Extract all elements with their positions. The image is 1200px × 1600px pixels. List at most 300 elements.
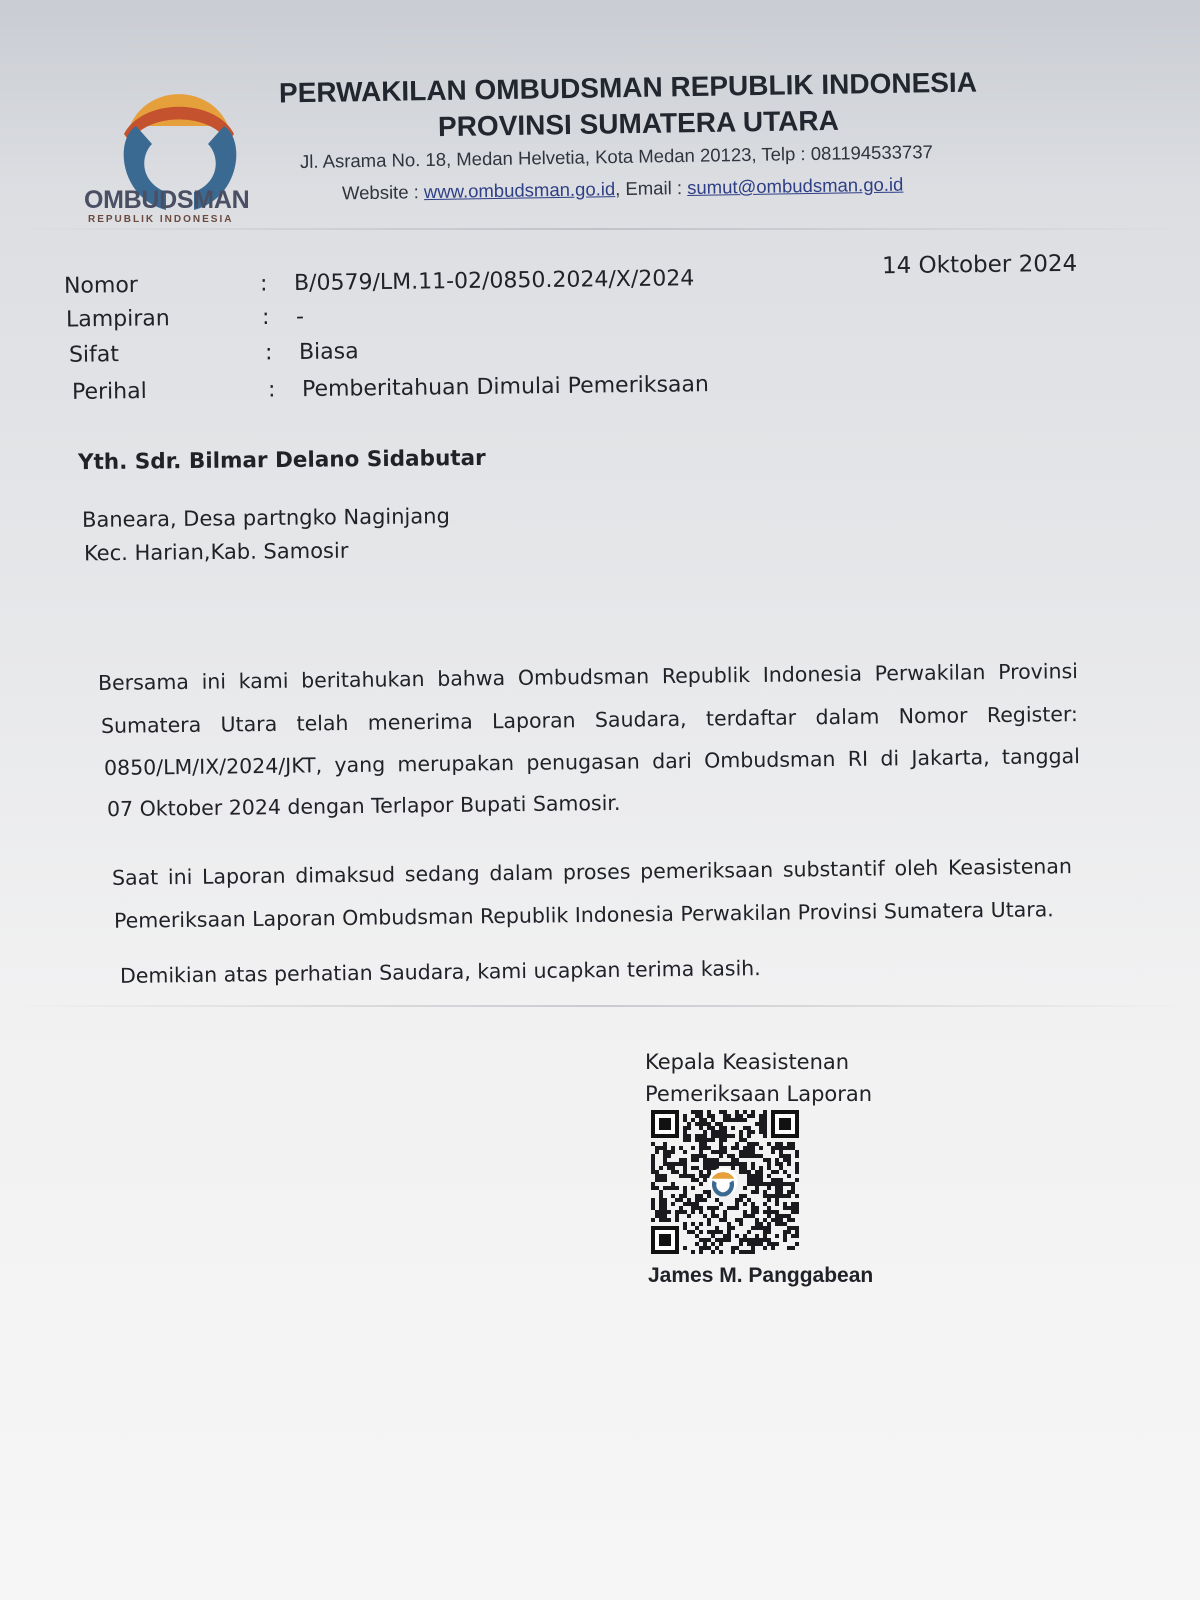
qr-module — [771, 1246, 775, 1250]
qr-module — [751, 1162, 755, 1166]
letterhead-address: Jl. Asrama No. 18, Medan Helvetia, Kota Medan 20123, Telp : 081194533737 — [299, 141, 933, 172]
qr-module — [691, 1178, 695, 1182]
qr-module — [671, 1202, 675, 1206]
qr-module — [655, 1186, 659, 1190]
qr-module — [743, 1186, 747, 1190]
qr-module — [747, 1150, 751, 1154]
qr-module — [695, 1154, 699, 1158]
qr-module — [711, 1150, 715, 1154]
qr-module — [651, 1218, 655, 1222]
meta-colon: : — [261, 304, 270, 331]
qr-module — [731, 1162, 735, 1166]
qr-module — [795, 1226, 799, 1230]
qr-module — [755, 1170, 759, 1174]
body-word: yang — [334, 752, 386, 778]
qr-module — [787, 1206, 791, 1210]
qr-module — [763, 1114, 767, 1118]
meta-label: Lampiran — [65, 306, 170, 333]
qr-module — [751, 1166, 755, 1170]
qr-module — [775, 1146, 779, 1150]
qr-module — [775, 1234, 779, 1238]
qr-module — [727, 1134, 731, 1138]
qr-module — [739, 1162, 743, 1166]
qr-module — [687, 1214, 691, 1218]
qr-module — [735, 1234, 739, 1238]
qr-module — [663, 1174, 667, 1178]
qr-module — [719, 1154, 723, 1158]
qr-module — [707, 1138, 711, 1142]
body-word: merupakan — [397, 750, 515, 777]
qr-module — [779, 1182, 783, 1186]
qr-module — [795, 1230, 799, 1234]
qr-module — [791, 1186, 795, 1190]
qr-module — [667, 1186, 671, 1190]
qr-module — [735, 1158, 739, 1162]
body-word: terdaftar — [705, 705, 797, 731]
qr-module — [735, 1142, 739, 1146]
qr-module — [787, 1190, 791, 1194]
qr-module — [695, 1178, 699, 1182]
qr-module — [759, 1118, 763, 1122]
qr-module — [655, 1174, 659, 1178]
qr-module — [715, 1150, 719, 1154]
qr-module — [759, 1154, 763, 1158]
qr-module — [659, 1198, 663, 1202]
qr-module — [735, 1202, 739, 1206]
logo-subtitle: REPUBLIK INDONESIA — [88, 214, 234, 225]
qr-module — [703, 1214, 707, 1218]
qr-module — [763, 1122, 767, 1126]
qr-module — [727, 1162, 731, 1166]
body-line: 07 Oktober 2024 dengan Terlapor Bupati Samosir. — [106, 790, 621, 822]
qr-module — [755, 1154, 759, 1158]
qr-module — [779, 1218, 783, 1222]
qr-module — [691, 1202, 695, 1206]
letterhead-title: PERWAKILAN OMBUDSMAN REPUBLIK INDONESIA — [278, 66, 978, 109]
qr-module — [683, 1170, 687, 1174]
website-label: Website : — [341, 181, 425, 204]
qr-module — [751, 1206, 755, 1210]
qr-module — [795, 1178, 799, 1182]
qr-module — [695, 1234, 699, 1238]
qr-module — [683, 1134, 687, 1138]
qr-module — [735, 1118, 739, 1122]
qr-module — [755, 1210, 759, 1214]
body-word: Provinsi — [998, 659, 1079, 684]
qr-module — [663, 1178, 667, 1182]
qr-module — [787, 1182, 791, 1186]
qr-module — [759, 1182, 763, 1186]
qr-module — [659, 1146, 663, 1150]
qr-module — [739, 1130, 743, 1134]
meta-row-lampiran — [66, 305, 304, 333]
qr-module — [671, 1182, 675, 1186]
qr-module — [747, 1126, 751, 1130]
qr-module — [767, 1238, 771, 1242]
qr-module — [707, 1230, 711, 1234]
qr-module — [763, 1130, 767, 1134]
qr-module — [779, 1154, 783, 1158]
qr-module — [751, 1246, 755, 1250]
qr-module — [755, 1174, 759, 1178]
qr-module — [695, 1158, 699, 1162]
qr-module — [783, 1206, 787, 1210]
qr-module — [699, 1198, 703, 1202]
qr-module — [659, 1218, 663, 1222]
website-link[interactable]: www.ombudsman.go.id — [423, 178, 616, 203]
qr-module — [691, 1186, 695, 1190]
body-word: dalam — [489, 860, 554, 886]
qr-module — [731, 1154, 735, 1158]
meta-value: Pemberitahuan Dimulai Pemeriksaan — [301, 372, 710, 403]
qr-module — [695, 1166, 699, 1170]
qr-module — [711, 1166, 715, 1170]
body-word: ini — [201, 669, 227, 694]
email-label: , Email : — [615, 176, 688, 200]
qr-module — [743, 1250, 747, 1254]
qr-module — [691, 1174, 695, 1178]
qr-module — [687, 1122, 691, 1126]
qr-module — [751, 1114, 755, 1118]
qr-module — [683, 1186, 687, 1190]
qr-module — [767, 1210, 771, 1214]
qr-module — [683, 1246, 687, 1250]
body-word: Utara — [220, 711, 278, 737]
qr-module — [763, 1226, 767, 1230]
qr-module — [763, 1110, 767, 1114]
qr-module — [719, 1162, 723, 1166]
qr-module — [739, 1134, 743, 1138]
qr-module — [651, 1166, 655, 1170]
qr-module — [731, 1158, 735, 1162]
qr-module — [759, 1130, 763, 1134]
qr-module — [763, 1238, 767, 1242]
qr-module — [703, 1122, 707, 1126]
qr-module — [747, 1242, 751, 1246]
qr-module — [783, 1222, 787, 1226]
qr-module — [743, 1166, 747, 1170]
paper-fold — [0, 1005, 1200, 1007]
qr-module — [723, 1146, 727, 1150]
qr-module — [787, 1162, 791, 1166]
qr-module — [715, 1246, 719, 1250]
email-link[interactable]: sumut@ombudsman.go.id — [686, 173, 904, 198]
qr-module — [743, 1170, 747, 1174]
qr-module — [795, 1154, 799, 1158]
qr-module — [747, 1170, 751, 1174]
qr-module — [747, 1250, 751, 1254]
qr-module — [711, 1214, 715, 1218]
qr-module — [727, 1226, 731, 1230]
body-word: Indonesia — [762, 661, 863, 687]
qr-module — [703, 1154, 707, 1158]
qr-module — [731, 1126, 735, 1130]
qr-module — [743, 1150, 747, 1154]
body-word: beritahukan — [301, 666, 425, 693]
qr-module — [711, 1134, 715, 1138]
qr-module — [687, 1138, 691, 1142]
qr-module — [735, 1146, 739, 1150]
qr-module — [723, 1218, 727, 1222]
meta-colon: : — [259, 271, 268, 297]
meta-colon: : — [267, 377, 276, 403]
qr-module — [675, 1186, 679, 1190]
qr-module — [791, 1210, 795, 1214]
qr-module — [795, 1162, 799, 1166]
qr-module — [719, 1218, 723, 1222]
body-word: menerima — [367, 709, 473, 735]
body-word: oleh — [894, 855, 939, 881]
qr-module — [767, 1162, 771, 1166]
qr-finder — [659, 1118, 671, 1130]
signature-title-line2: Pemeriksaan Laporan — [645, 1082, 873, 1106]
qr-module — [791, 1142, 795, 1146]
qr-module — [743, 1118, 747, 1122]
qr-module — [795, 1242, 799, 1246]
qr-module — [707, 1218, 711, 1222]
qr-module — [687, 1174, 691, 1178]
qr-module — [707, 1166, 711, 1170]
qr-module — [711, 1242, 715, 1246]
qr-module — [711, 1234, 715, 1238]
qr-module — [703, 1158, 707, 1162]
qr-module — [707, 1238, 711, 1242]
qr-module — [711, 1114, 715, 1118]
qr-module — [699, 1134, 703, 1138]
body-word: kami — [238, 668, 289, 694]
qr-module — [675, 1170, 679, 1174]
qr-module — [683, 1174, 687, 1178]
qr-module — [671, 1170, 675, 1174]
qr-module — [711, 1118, 715, 1122]
qr-module — [651, 1158, 655, 1162]
qr-module — [743, 1210, 747, 1214]
qr-module — [655, 1214, 659, 1218]
qr-module — [759, 1126, 763, 1130]
qr-module — [715, 1198, 719, 1202]
qr-module — [719, 1126, 723, 1130]
qr-module — [755, 1218, 759, 1222]
qr-module — [755, 1122, 759, 1126]
qr-module — [763, 1218, 767, 1222]
qr-module — [691, 1210, 695, 1214]
qr-module — [695, 1226, 699, 1230]
qr-module — [691, 1110, 695, 1114]
qr-module — [723, 1110, 727, 1114]
qr-module — [719, 1230, 723, 1234]
qr-module — [715, 1230, 719, 1234]
qr-module — [703, 1142, 707, 1146]
qr-module — [791, 1234, 795, 1238]
qr-module — [663, 1158, 667, 1162]
qr-module — [739, 1194, 743, 1198]
qr-module — [663, 1218, 667, 1222]
qr-module — [751, 1210, 755, 1214]
body-word: proses — [562, 859, 631, 885]
qr-module — [699, 1250, 703, 1254]
qr-module — [775, 1178, 779, 1182]
qr-module — [723, 1118, 727, 1122]
qr-module — [695, 1114, 699, 1118]
qr-module — [691, 1146, 695, 1150]
body-word: Laporan — [201, 863, 286, 889]
qr-module — [787, 1158, 791, 1162]
qr-module — [683, 1150, 687, 1154]
qr-module — [683, 1126, 687, 1130]
qr-module — [795, 1170, 799, 1174]
qr-module — [767, 1226, 771, 1230]
qr-module — [783, 1170, 787, 1174]
qr-module — [719, 1202, 723, 1206]
qr-module — [775, 1186, 779, 1190]
qr-module — [651, 1154, 655, 1158]
qr-module — [747, 1130, 751, 1134]
qr-module — [751, 1202, 755, 1206]
qr-module — [731, 1226, 735, 1230]
qr-module — [767, 1166, 771, 1170]
meta-colon: : — [264, 340, 273, 366]
qr-module — [683, 1202, 687, 1206]
qr-module — [775, 1142, 779, 1146]
qr-module — [767, 1182, 771, 1186]
body-word: Saudara, — [594, 706, 687, 732]
qr-module — [763, 1210, 767, 1214]
qr-module — [719, 1242, 723, 1246]
qr-module — [795, 1206, 799, 1210]
meta-label: Sifat — [68, 342, 120, 368]
qr-module — [691, 1230, 695, 1234]
qr-module — [795, 1194, 799, 1198]
qr-module — [663, 1206, 667, 1210]
qr-module — [651, 1198, 655, 1202]
qr-module — [719, 1142, 723, 1146]
qr-module — [739, 1118, 743, 1122]
qr-module — [671, 1162, 675, 1166]
qr-module — [695, 1110, 699, 1114]
qr-module — [747, 1178, 751, 1182]
qr-module — [735, 1206, 739, 1210]
qr-module — [783, 1194, 787, 1198]
qr-module — [755, 1222, 759, 1226]
qr-module — [751, 1154, 755, 1158]
qr-module — [703, 1118, 707, 1122]
qr-module — [751, 1130, 755, 1134]
qr-module — [659, 1194, 663, 1198]
qr-module — [703, 1174, 707, 1178]
qr-module — [711, 1158, 715, 1162]
qr-module — [719, 1122, 723, 1126]
qr-module — [715, 1238, 719, 1242]
qr-module — [791, 1206, 795, 1210]
qr-module — [767, 1214, 771, 1218]
qr-module — [763, 1246, 767, 1250]
qr-module — [755, 1178, 759, 1182]
qr-module — [771, 1218, 775, 1222]
qr-module — [667, 1218, 671, 1222]
qr-module — [759, 1122, 763, 1126]
meta-value: Biasa — [298, 339, 359, 365]
qr-module — [675, 1210, 679, 1214]
qr-module — [755, 1190, 759, 1194]
body-word: di — [880, 746, 900, 771]
qr-module — [723, 1130, 727, 1134]
qr-module — [739, 1114, 743, 1118]
qr-module — [751, 1142, 755, 1146]
body-word: bahwa — [437, 666, 506, 691]
qr-module — [739, 1138, 743, 1142]
qr-module — [707, 1206, 711, 1210]
qr-module — [655, 1150, 659, 1154]
qr-module — [715, 1162, 719, 1166]
qr-module — [675, 1214, 679, 1218]
recipient-address-line1: Baneara, Desa partngko Naginjang — [81, 504, 450, 532]
qr-module — [787, 1230, 791, 1234]
qr-module — [695, 1198, 699, 1202]
qr-module — [659, 1178, 663, 1182]
qr-module — [707, 1126, 711, 1130]
qr-module — [679, 1194, 683, 1198]
qr-module — [699, 1222, 703, 1226]
qr-module — [783, 1202, 787, 1206]
qr-module — [695, 1202, 699, 1206]
qr-module — [711, 1162, 715, 1166]
qr-module — [719, 1138, 723, 1142]
qr-module — [759, 1178, 763, 1182]
qr-module — [723, 1126, 727, 1130]
body-word: Laporan — [491, 708, 576, 734]
qr-module — [703, 1162, 707, 1166]
body-word: ini — [167, 864, 193, 890]
qr-module — [707, 1246, 711, 1250]
qr-module — [683, 1222, 687, 1226]
qr-module — [779, 1166, 783, 1170]
meta-value: - — [295, 304, 305, 330]
qr-module — [755, 1186, 759, 1190]
qr-module — [751, 1190, 755, 1194]
qr-module — [751, 1182, 755, 1186]
qr-module — [683, 1166, 687, 1170]
qr-module — [703, 1190, 707, 1194]
qr-module — [679, 1198, 683, 1202]
qr-module — [723, 1238, 727, 1242]
qr-module — [675, 1162, 679, 1166]
qr-module — [771, 1210, 775, 1214]
qr-module — [699, 1142, 703, 1146]
qr-module — [663, 1162, 667, 1166]
qr-module — [711, 1210, 715, 1214]
qr-module — [779, 1150, 783, 1154]
qr-module — [751, 1174, 755, 1178]
qr-module — [727, 1222, 731, 1226]
qr-module — [711, 1206, 715, 1210]
qr-module — [671, 1150, 675, 1154]
qr-module — [735, 1114, 739, 1118]
qr-module — [699, 1118, 703, 1122]
qr-module — [747, 1146, 751, 1150]
qr-module — [779, 1214, 783, 1218]
body-word: substantif — [782, 856, 885, 882]
qr-module — [779, 1146, 783, 1150]
qr-module — [683, 1118, 687, 1122]
qr-module — [795, 1234, 799, 1238]
qr-module — [687, 1202, 691, 1206]
qr-module — [707, 1122, 711, 1126]
qr-module — [667, 1150, 671, 1154]
body-word: Sumatera — [100, 712, 202, 738]
body-word: sedang — [404, 861, 480, 887]
qr-module — [787, 1146, 791, 1150]
qr-module — [783, 1182, 787, 1186]
